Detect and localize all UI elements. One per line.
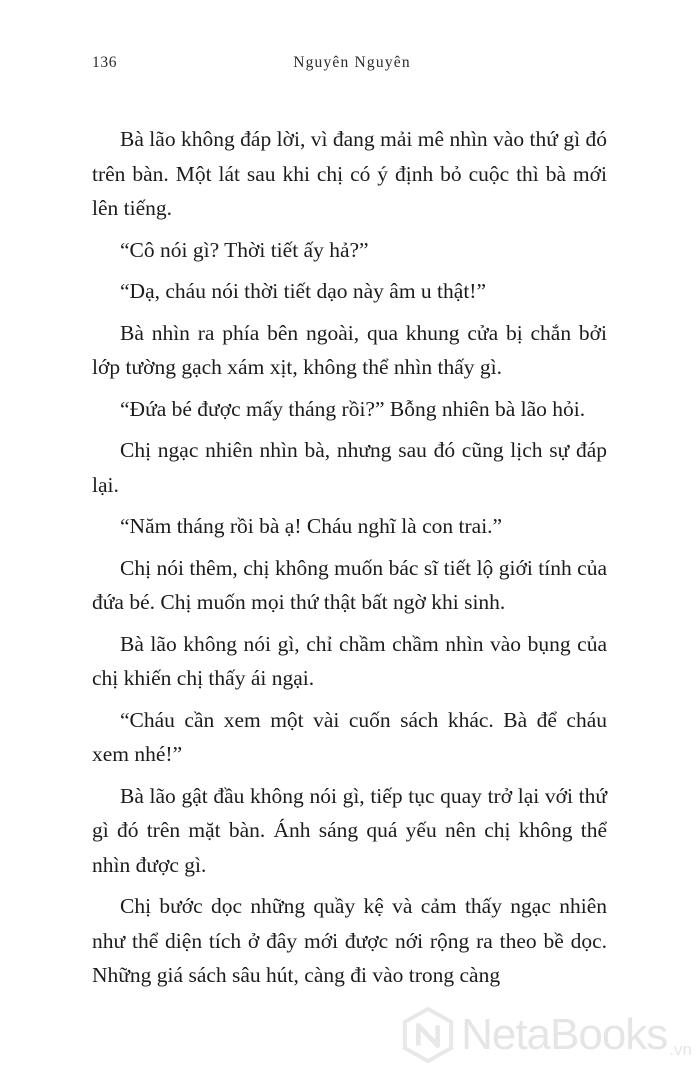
paragraph: Bà nhìn ra phía bên ngoài, qua khung cửa bị chắn bởi lớp tường gạch xám xịt, không thể nhìn thấy gì.: [92, 320, 607, 379]
running-head: [92, 54, 612, 78]
paragraph: Bà lão không nói gì, chỉ chầm chầm nhìn vào bụng của chị khiến chị thấy ái ngại.: [92, 631, 607, 690]
paragraph: “Cháu cần xem một vài cuốn sách khác. Bà để cháu xem nhé!”: [92, 707, 607, 766]
paragraph: “Cô nói gì? Thời tiết ấy hả?”: [120, 237, 369, 262]
watermark-suffix: .vn: [669, 1040, 692, 1059]
watermark: [399, 1006, 692, 1064]
paragraph: Bà lão không đáp lời, vì đang mải mê nhìn vào thứ gì đó trên bàn. Một lát sau khi chị có ý định bỏ cuộc thì bà mới lên tiếng.: [92, 127, 607, 220]
watermark-brand: NetaBooks: [461, 1010, 668, 1059]
paragraph: Chị ngạc nhiên nhìn bà, nhưng sau đó cũng lịch sự đáp lại.: [92, 438, 607, 497]
paragraph: “Đứa bé được mấy tháng rồi?” Bỗng nhiên bà lão hỏi.: [120, 396, 586, 421]
body-text: [92, 122, 607, 1000]
book-author: Nguyên Nguyên: [293, 54, 411, 71]
paragraph: Bà lão gật đầu không nói gì, tiếp tục quay trở lại với thứ gì đó trên mặt bàn. Ánh sáng quá yếu nên chị không thể nhìn được gì.: [92, 783, 607, 877]
netabooks-logo-icon: [399, 1006, 457, 1064]
paragraph: “Dạ, cháu nói thời tiết dạo này âm u thật!”: [120, 279, 486, 303]
page-number: 136: [92, 54, 118, 71]
paragraph: Chị nói thêm, chị không muốn bác sĩ tiết lộ giới tính của đứa bé. Chị muốn mọi thứ thật bất ngờ khi sinh.: [92, 555, 607, 614]
paragraph: Chị bước dọc những quầy kệ và cảm thấy ngạc nhiên như thể diện tích ở đây mới được nới rộng ra theo bề dọc. Những giá sách sâu hút, càng đi vào trong càng: [92, 894, 607, 987]
paragraph: “Năm tháng rồi bà ạ! Cháu nghĩ là con trai.”: [120, 514, 503, 538]
